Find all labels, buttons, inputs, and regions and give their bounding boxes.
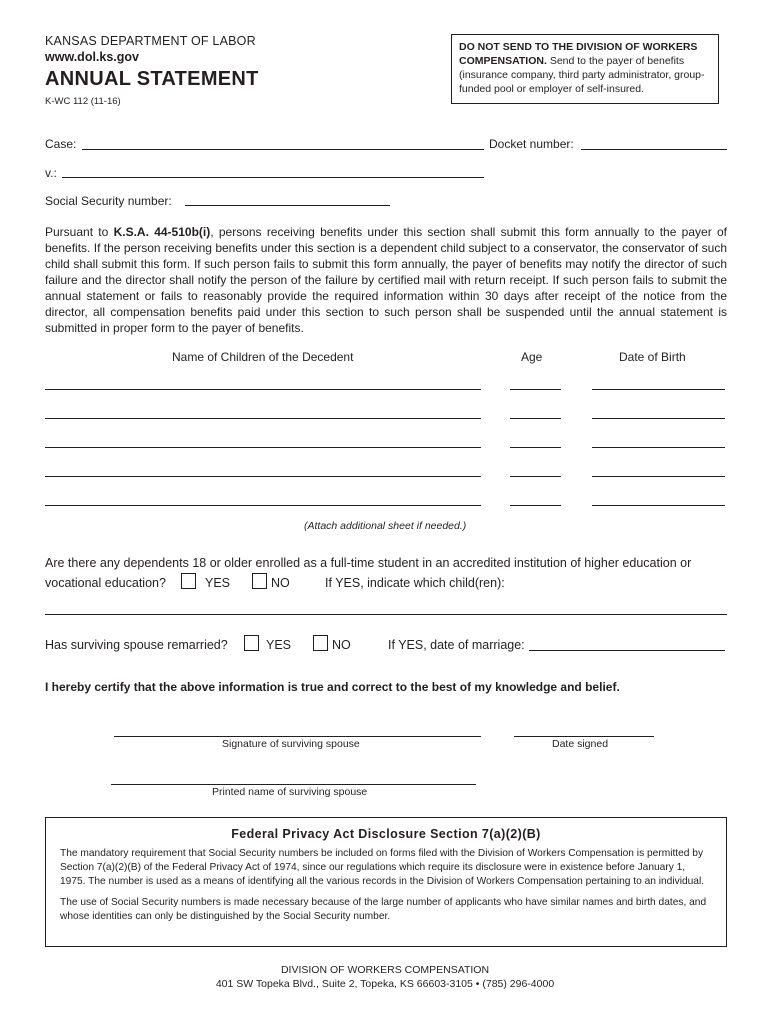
col-header-name: Name of Children of the Decedent — [172, 350, 354, 364]
docket-label: Docket number: — [489, 137, 574, 151]
col-header-age: Age — [521, 350, 543, 364]
child-dob-field[interactable] — [592, 389, 725, 390]
student-yes-label: YES — [205, 576, 231, 590]
child-name-field[interactable] — [45, 418, 481, 419]
child-name-field[interactable] — [45, 505, 481, 506]
spouse-no-checkbox[interactable] — [313, 635, 328, 651]
child-age-field[interactable] — [510, 418, 561, 419]
signature-field[interactable] — [114, 736, 481, 737]
child-name-field[interactable] — [45, 389, 481, 390]
student-no-label: NO — [271, 576, 290, 590]
child-age-field[interactable] — [510, 447, 561, 448]
child-age-field[interactable] — [510, 389, 561, 390]
certification-statement: I hereby certify that the above information is true and correct to the best of my knowledge and belief. — [45, 680, 620, 694]
child-age-field[interactable] — [510, 505, 561, 506]
privacy-paragraph-1: The mandatory requirement that Social Security numbers be included on forms filed with the Division of Workers Compensation is permitted by Section 7(a)(2)(B) of the Federal Privacy Act of 1974, since our regulations which require its disclosure were in existence before January 1, 1975. The number is used as a means of identifying all the various records in the Division of Workers Compensation pertaining to an individual. — [60, 848, 705, 887]
form-number: K-WC 112 (11-16) — [45, 96, 121, 107]
case-row — [45, 137, 76, 151]
v-field[interactable] — [62, 177, 484, 178]
date-signed-label: Date signed — [552, 738, 609, 750]
student-question-line2: vocational education? — [45, 576, 166, 590]
spouse-yes-checkbox[interactable] — [244, 635, 259, 651]
v-label: v.: — [45, 166, 57, 180]
student-followup-label: If YES, indicate which child(ren): — [325, 576, 505, 590]
case-field[interactable] — [82, 149, 484, 150]
attach-note: (Attach additional sheet if needed.) — [304, 520, 467, 532]
footer-address: 401 SW Topeka Blvd., Suite 2, Topeka, KS 66603-3105 • (785) 296-4000 — [215, 978, 555, 990]
child-dob-field[interactable] — [592, 476, 725, 477]
child-dob-field[interactable] — [592, 447, 725, 448]
child-age-field[interactable] — [510, 476, 561, 477]
para-body: , persons receiving benefits under this section shall submit this form annually to the payer of benefits. If the person receiving benefits under this section is a dependent child subject to a conservator, the conservator of such child shall submit this form. If such person fails to submit this form annually, the payer of benefits may notify the director of such failure and the director shall notify the person of the failure by certified mail with return receipt. If such person fails to submit the annual statement or fails to reasonably provide the required information within 30 days after receipt of the notice from the director, all compensation benefits paid under this section to such person shall be suspended until the annual statement is submitted in proper form to the payer of benefits. — [45, 225, 727, 335]
case-label: Case: — [45, 137, 77, 151]
notice-text: Send to the payer of benefits (insurance company, third party administrator, group-funded pool or employer of self-insured. — [459, 55, 705, 95]
spouse-no-label: NO — [332, 638, 351, 652]
date-signed-field[interactable] — [514, 736, 654, 737]
spouse-yes-label: YES — [266, 638, 292, 652]
marriage-date-label: If YES, date of marriage: — [388, 638, 525, 652]
spouse-question: Has surviving spouse remarried? — [45, 638, 228, 652]
privacy-paragraph-2: The use of Social Security numbers is made necessary because of the large number of applicants who have similar names and birth dates, and whose identities can only be distinguished by the Social Security number. — [60, 897, 707, 922]
docket-field[interactable] — [581, 149, 727, 150]
student-yes-checkbox[interactable] — [181, 573, 196, 589]
student-question-line1: Are there any dependents 18 or older enrolled as a full-time student in an accredited institution of higher education or — [45, 556, 692, 570]
ssn-label: Social Security number: — [45, 194, 172, 208]
child-name-field[interactable] — [45, 476, 481, 477]
printed-name-label: Printed name of surviving spouse — [212, 786, 368, 798]
statute-paragraph — [45, 224, 727, 336]
statute-ref: K.S.A. 44-510b(i) — [113, 225, 211, 239]
child-dob-field[interactable] — [592, 418, 725, 419]
notice-bold: DO NOT SEND TO THE DIVISION OF WORKERS COMPENSATION. — [459, 41, 698, 67]
marriage-date-field[interactable] — [529, 650, 725, 651]
website-link[interactable]: www.dol.ks.gov — [45, 50, 139, 64]
para-prefix: Pursuant to — [45, 225, 114, 239]
child-dob-field[interactable] — [592, 505, 725, 506]
footer-division: DIVISION OF WORKERS COMPENSATION — [280, 964, 490, 976]
notice-box — [451, 34, 719, 104]
signature-label: Signature of surviving spouse — [222, 738, 360, 750]
department-name: KANSAS DEPARTMENT OF LABOR — [45, 34, 256, 48]
col-header-dob: Date of Birth — [619, 350, 686, 364]
student-children-field[interactable] — [45, 614, 727, 615]
ssn-field[interactable] — [185, 205, 390, 206]
privacy-title: Federal Privacy Act Disclosure Section 7(a)(2)(B) — [231, 827, 541, 841]
student-no-checkbox[interactable] — [252, 573, 267, 589]
child-name-field[interactable] — [45, 447, 481, 448]
privacy-disclosure-box — [45, 817, 727, 947]
form-title: ANNUAL STATEMENT — [45, 68, 259, 90]
printed-name-field[interactable] — [111, 784, 476, 785]
